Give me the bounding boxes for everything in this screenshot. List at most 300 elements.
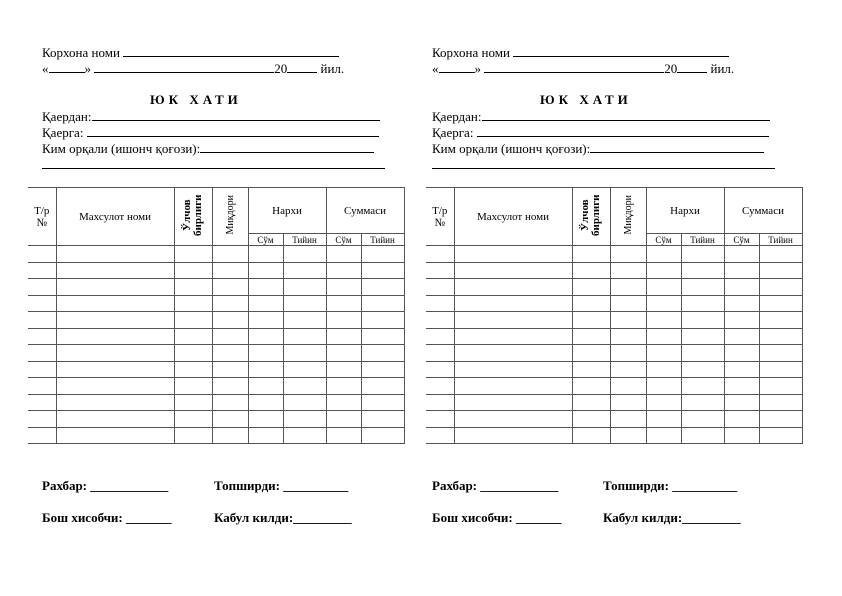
table-cell[interactable] <box>454 295 572 312</box>
table-cell[interactable] <box>681 262 724 279</box>
table-cell[interactable] <box>248 312 283 329</box>
table-cell[interactable] <box>759 246 802 263</box>
table-cell[interactable] <box>283 411 326 428</box>
from-line <box>432 108 770 125</box>
table-cell[interactable] <box>724 411 759 428</box>
table-cell[interactable] <box>361 411 404 428</box>
table-cell[interactable] <box>454 361 572 378</box>
table-cell[interactable] <box>610 361 646 378</box>
table-cell[interactable] <box>28 411 56 428</box>
table-cell[interactable] <box>681 345 724 362</box>
table-cell[interactable] <box>426 279 454 296</box>
via-line <box>42 140 374 157</box>
table-row <box>426 312 802 329</box>
table-cell[interactable] <box>646 427 681 444</box>
table-cell[interactable] <box>212 378 248 395</box>
table-cell[interactable] <box>454 328 572 345</box>
table-cell[interactable] <box>426 394 454 411</box>
table-cell[interactable] <box>326 279 361 296</box>
table-row <box>426 328 802 345</box>
table-row <box>426 361 802 378</box>
table-cell[interactable] <box>28 345 56 362</box>
company-name-field[interactable] <box>123 44 339 57</box>
table-cell[interactable] <box>56 328 174 345</box>
date-year-prefix: 20 <box>664 61 678 76</box>
table-cell[interactable] <box>610 262 646 279</box>
table-cell[interactable] <box>174 279 212 296</box>
table-cell[interactable] <box>426 411 454 428</box>
date-open-quote: « <box>42 61 49 76</box>
via-label: Ким орқали (ишонч қоғози): <box>432 141 591 156</box>
table-cell[interactable] <box>28 378 56 395</box>
table-cell[interactable] <box>212 312 248 329</box>
table-cell[interactable] <box>361 295 404 312</box>
table-cell[interactable] <box>572 345 610 362</box>
date-line <box>42 60 344 77</box>
table-cell[interactable] <box>56 246 174 263</box>
table-cell[interactable] <box>212 411 248 428</box>
table-cell[interactable] <box>426 345 454 362</box>
sign-received: Кабул килди:_________ <box>603 510 741 525</box>
table-cell[interactable] <box>28 279 56 296</box>
table-row <box>426 411 802 428</box>
table-cell[interactable] <box>212 295 248 312</box>
table-cell[interactable] <box>28 295 56 312</box>
sign-received: Кабул килди:_________ <box>214 510 352 525</box>
goods-table <box>426 187 803 444</box>
table-cell[interactable] <box>724 312 759 329</box>
table-cell[interactable] <box>28 262 56 279</box>
table-cell[interactable] <box>724 295 759 312</box>
table-cell[interactable] <box>759 378 802 395</box>
table-cell[interactable] <box>426 427 454 444</box>
table-cell[interactable] <box>174 378 212 395</box>
table-cell[interactable] <box>572 295 610 312</box>
table-row <box>28 279 404 296</box>
table-cell[interactable] <box>759 279 802 296</box>
table-cell[interactable] <box>646 279 681 296</box>
date-line <box>432 60 734 77</box>
sign-accountant: Бош хисобчи: _______ <box>432 510 562 525</box>
date-close-quote: » <box>474 61 481 76</box>
table-cell[interactable] <box>283 295 326 312</box>
table-cell[interactable] <box>248 394 283 411</box>
table-cell[interactable] <box>174 312 212 329</box>
table-row <box>28 295 404 312</box>
form-title: ЮК ХАТИ <box>540 92 632 107</box>
via-line <box>432 140 764 157</box>
via-field[interactable] <box>200 140 374 153</box>
table-cell[interactable] <box>426 246 454 263</box>
table-cell[interactable] <box>681 328 724 345</box>
table-cell[interactable] <box>248 262 283 279</box>
header-product: Махсулот номи <box>56 188 174 246</box>
table-row <box>28 361 404 378</box>
table-cell[interactable] <box>572 246 610 263</box>
table-cell[interactable] <box>646 361 681 378</box>
header-unit <box>572 188 610 246</box>
table-cell[interactable] <box>326 378 361 395</box>
table-cell[interactable] <box>56 295 174 312</box>
table-cell[interactable] <box>572 328 610 345</box>
table-cell[interactable] <box>759 262 802 279</box>
from-label: Қаердан: <box>432 109 482 124</box>
table-cell[interactable] <box>283 279 326 296</box>
table-cell[interactable] <box>724 345 759 362</box>
header-price: Нархи <box>248 188 326 234</box>
table-cell[interactable] <box>610 312 646 329</box>
table-cell[interactable] <box>724 246 759 263</box>
table-cell[interactable] <box>646 295 681 312</box>
table-cell[interactable] <box>326 361 361 378</box>
table-cell[interactable] <box>454 279 572 296</box>
header-sum-som: Сўм <box>326 234 361 246</box>
table-cell[interactable] <box>759 328 802 345</box>
table-cell[interactable] <box>361 345 404 362</box>
header-no: Т/р № <box>28 188 56 246</box>
table-cell[interactable] <box>724 279 759 296</box>
header-unit-text: Ўлчов бирлиги <box>181 194 204 236</box>
header-no: Т/р № <box>426 188 454 246</box>
waybill-form-right <box>426 0 816 596</box>
table-row <box>426 345 802 362</box>
table-cell[interactable] <box>454 345 572 362</box>
date-day-field[interactable] <box>49 60 85 73</box>
table-row <box>426 295 802 312</box>
table-cell[interactable] <box>212 361 248 378</box>
table-cell[interactable] <box>681 361 724 378</box>
to-line <box>42 124 379 141</box>
extra-field[interactable] <box>432 156 775 169</box>
table-cell[interactable] <box>56 262 174 279</box>
table-cell[interactable] <box>283 262 326 279</box>
table-row <box>426 246 802 263</box>
from-line <box>42 108 380 125</box>
table-cell[interactable] <box>572 279 610 296</box>
table-cell[interactable] <box>759 312 802 329</box>
table-cell[interactable] <box>610 328 646 345</box>
table-cell[interactable] <box>681 312 724 329</box>
waybill-form-left <box>28 0 418 596</box>
table-body <box>426 246 802 444</box>
header-qty-text: Миқдори <box>622 195 634 235</box>
table-cell[interactable] <box>426 378 454 395</box>
table-cell[interactable] <box>681 394 724 411</box>
table-cell[interactable] <box>426 295 454 312</box>
table-cell[interactable] <box>212 345 248 362</box>
table-cell[interactable] <box>326 394 361 411</box>
to-line <box>432 124 769 141</box>
table-cell[interactable] <box>361 378 404 395</box>
date-year-prefix: 20 <box>274 61 288 76</box>
form-title: ЮК ХАТИ <box>150 92 242 107</box>
date-close-quote: » <box>84 61 91 76</box>
date-suffix: йил. <box>710 61 735 76</box>
company-name-line <box>42 44 339 61</box>
sign-accountant: Бош хисобчи: _______ <box>42 510 172 525</box>
table-cell[interactable] <box>361 312 404 329</box>
table-cell[interactable] <box>572 378 610 395</box>
extra-field[interactable] <box>42 156 385 169</box>
table-cell[interactable] <box>759 345 802 362</box>
company-name-line <box>432 44 729 61</box>
table-cell[interactable] <box>326 312 361 329</box>
table-cell[interactable] <box>212 328 248 345</box>
header-qty <box>212 188 248 246</box>
table-cell[interactable] <box>283 427 326 444</box>
sign-handed: Топширди: __________ <box>603 478 738 493</box>
table-cell[interactable] <box>248 295 283 312</box>
table-row <box>28 427 404 444</box>
table-cell[interactable] <box>454 378 572 395</box>
table-cell[interactable] <box>248 378 283 395</box>
table-cell[interactable] <box>248 427 283 444</box>
table-cell[interactable] <box>174 427 212 444</box>
table-cell[interactable] <box>28 328 56 345</box>
table-cell[interactable] <box>248 246 283 263</box>
table-row <box>28 312 404 329</box>
table-cell[interactable] <box>610 378 646 395</box>
table-cell[interactable] <box>283 328 326 345</box>
table-cell[interactable] <box>361 328 404 345</box>
table-cell[interactable] <box>610 345 646 362</box>
table-cell[interactable] <box>56 394 174 411</box>
table-cell[interactable] <box>454 411 572 428</box>
table-cell[interactable] <box>326 262 361 279</box>
header-qty <box>610 188 646 246</box>
table-cell[interactable] <box>174 361 212 378</box>
table-cell[interactable] <box>610 427 646 444</box>
table-row <box>28 378 404 395</box>
table-cell[interactable] <box>56 279 174 296</box>
table-row <box>28 394 404 411</box>
table-cell[interactable] <box>646 378 681 395</box>
company-name-field[interactable] <box>513 44 729 57</box>
to-field[interactable] <box>87 124 379 137</box>
table-cell[interactable] <box>454 262 572 279</box>
table-cell[interactable] <box>283 378 326 395</box>
table-cell[interactable] <box>212 394 248 411</box>
table-cell[interactable] <box>326 246 361 263</box>
header-unit <box>174 188 212 246</box>
table-cell[interactable] <box>426 262 454 279</box>
table-cell[interactable] <box>212 262 248 279</box>
table-cell[interactable] <box>361 427 404 444</box>
table-cell[interactable] <box>454 394 572 411</box>
table-cell[interactable] <box>283 345 326 362</box>
date-open-quote: « <box>432 61 439 76</box>
header-sum: Суммаси <box>724 188 802 234</box>
table-cell[interactable] <box>28 246 56 263</box>
table-cell[interactable] <box>759 361 802 378</box>
table-cell[interactable] <box>572 312 610 329</box>
table-cell[interactable] <box>248 279 283 296</box>
table-cell[interactable] <box>572 411 610 428</box>
table-row <box>426 394 802 411</box>
table-cell[interactable] <box>326 295 361 312</box>
table-cell[interactable] <box>426 361 454 378</box>
table-cell[interactable] <box>724 378 759 395</box>
table-cell[interactable] <box>724 427 759 444</box>
table-cell[interactable] <box>646 411 681 428</box>
table-cell[interactable] <box>681 411 724 428</box>
header-product: Махсулот номи <box>454 188 572 246</box>
table-cell[interactable] <box>646 262 681 279</box>
table-row <box>426 262 802 279</box>
table-cell[interactable] <box>174 328 212 345</box>
table-cell[interactable] <box>361 279 404 296</box>
table-cell[interactable] <box>248 328 283 345</box>
table-cell[interactable] <box>56 345 174 362</box>
table-cell[interactable] <box>454 427 572 444</box>
company-label: Корхона номи <box>42 45 120 60</box>
table-row <box>28 345 404 362</box>
table-cell[interactable] <box>681 279 724 296</box>
table-cell[interactable] <box>572 394 610 411</box>
table-cell[interactable] <box>610 295 646 312</box>
date-year-field[interactable] <box>677 60 707 73</box>
to-label: Қаерга: <box>42 125 84 140</box>
goods-table <box>28 187 405 444</box>
table-cell[interactable] <box>28 394 56 411</box>
header-unit-text: Ўлчов бирлиги <box>579 194 602 236</box>
sign-handed: Топширди: __________ <box>214 478 349 493</box>
table-cell[interactable] <box>28 361 56 378</box>
table-cell[interactable] <box>610 246 646 263</box>
from-label: Қаердан: <box>42 109 92 124</box>
table-cell[interactable] <box>248 345 283 362</box>
table-cell[interactable] <box>759 427 802 444</box>
table-row <box>426 427 802 444</box>
sign-head: Рахбар: ____________ <box>42 478 169 493</box>
table-cell[interactable] <box>454 312 572 329</box>
extra-line <box>432 156 775 173</box>
table-cell[interactable] <box>681 427 724 444</box>
table-cell[interactable] <box>646 328 681 345</box>
date-year-field[interactable] <box>287 60 317 73</box>
table-cell[interactable] <box>681 246 724 263</box>
table-cell[interactable] <box>56 427 174 444</box>
date-month-field[interactable] <box>94 60 274 73</box>
via-field[interactable] <box>590 140 764 153</box>
table-cell[interactable] <box>283 394 326 411</box>
from-field[interactable] <box>482 108 770 121</box>
table-cell[interactable] <box>610 411 646 428</box>
table-row <box>28 411 404 428</box>
header-sum: Суммаси <box>326 188 404 234</box>
table-cell[interactable] <box>646 246 681 263</box>
table-cell[interactable] <box>283 312 326 329</box>
extra-line <box>42 156 385 173</box>
table-cell[interactable] <box>426 312 454 329</box>
header-sum-tiyin: Тийин <box>361 234 404 246</box>
table-cell[interactable] <box>212 427 248 444</box>
header-sum-tiyin: Тийин <box>759 234 802 246</box>
table-cell[interactable] <box>454 246 572 263</box>
table-cell[interactable] <box>681 378 724 395</box>
table-cell[interactable] <box>56 361 174 378</box>
table-cell[interactable] <box>572 262 610 279</box>
table-cell[interactable] <box>212 246 248 263</box>
header-price: Нархи <box>646 188 724 234</box>
table-cell[interactable] <box>326 345 361 362</box>
table-cell[interactable] <box>56 411 174 428</box>
sign-head: Рахбар: ____________ <box>432 478 559 493</box>
table-cell[interactable] <box>174 246 212 263</box>
date-day-field[interactable] <box>439 60 475 73</box>
table-cell[interactable] <box>646 345 681 362</box>
table-cell[interactable] <box>174 394 212 411</box>
table-cell[interactable] <box>681 295 724 312</box>
table-body <box>28 246 404 444</box>
table-row <box>28 262 404 279</box>
table-cell[interactable] <box>248 411 283 428</box>
table-cell[interactable] <box>646 312 681 329</box>
table-cell[interactable] <box>361 246 404 263</box>
table-cell[interactable] <box>361 262 404 279</box>
table-cell[interactable] <box>572 361 610 378</box>
table-cell[interactable] <box>326 427 361 444</box>
table-cell[interactable] <box>759 411 802 428</box>
table-cell[interactable] <box>174 345 212 362</box>
table-cell[interactable] <box>212 279 248 296</box>
table-cell[interactable] <box>283 361 326 378</box>
table-cell[interactable] <box>248 361 283 378</box>
table-cell[interactable] <box>724 361 759 378</box>
table-cell[interactable] <box>283 246 326 263</box>
table-cell[interactable] <box>646 394 681 411</box>
date-suffix: йил. <box>320 61 345 76</box>
table-cell[interactable] <box>326 328 361 345</box>
table-cell[interactable] <box>56 378 174 395</box>
table-cell[interactable] <box>426 328 454 345</box>
date-month-field[interactable] <box>484 60 664 73</box>
table-cell[interactable] <box>724 328 759 345</box>
table-cell[interactable] <box>28 312 56 329</box>
table-row <box>28 246 404 263</box>
header-price-tiyin: Тийин <box>681 234 724 246</box>
table-cell[interactable] <box>610 279 646 296</box>
table-row <box>28 328 404 345</box>
table-cell[interactable] <box>759 295 802 312</box>
table-cell[interactable] <box>326 411 361 428</box>
table-cell[interactable] <box>56 312 174 329</box>
table-cell[interactable] <box>174 262 212 279</box>
table-cell[interactable] <box>572 427 610 444</box>
table-cell[interactable] <box>28 427 56 444</box>
table-cell[interactable] <box>610 394 646 411</box>
via-label: Ким орқали (ишонч қоғози): <box>42 141 201 156</box>
header-price-som: Сўм <box>646 234 681 246</box>
table-cell[interactable] <box>724 394 759 411</box>
table-cell[interactable] <box>759 394 802 411</box>
table-cell[interactable] <box>174 411 212 428</box>
table-cell[interactable] <box>361 361 404 378</box>
from-field[interactable] <box>92 108 380 121</box>
table-row <box>426 279 802 296</box>
to-label: Қаерга: <box>432 125 474 140</box>
company-label: Корхона номи <box>432 45 510 60</box>
table-cell[interactable] <box>724 262 759 279</box>
table-cell[interactable] <box>174 295 212 312</box>
table-row <box>426 378 802 395</box>
header-price-som: Сўм <box>248 234 283 246</box>
to-field[interactable] <box>477 124 769 137</box>
header-sum-som: Сўм <box>724 234 759 246</box>
table-cell[interactable] <box>361 394 404 411</box>
header-price-tiyin: Тийин <box>283 234 326 246</box>
header-qty-text: Миқдори <box>224 195 236 235</box>
